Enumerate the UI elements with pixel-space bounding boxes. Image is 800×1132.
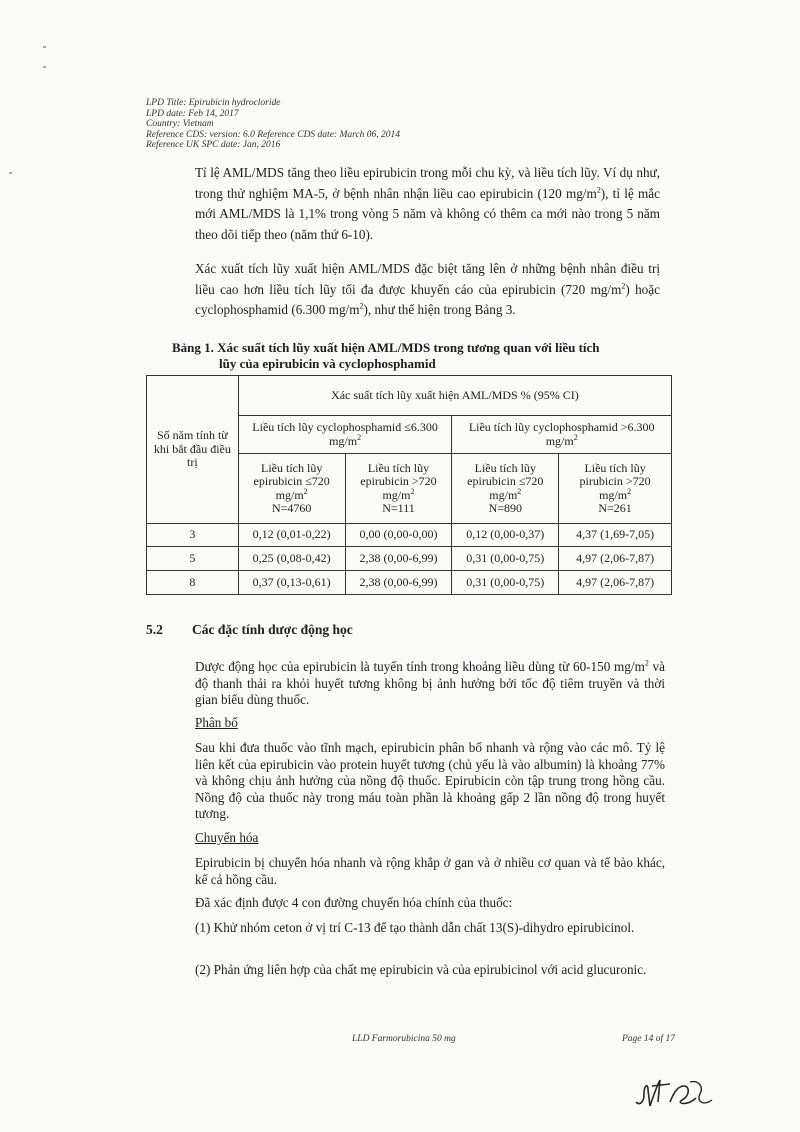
subheading-distribution: Phân bố [195,715,238,730]
superscript: 2 [573,432,578,442]
text-run: Liều tích lũy cyclophosphamid ≤6.300 mg/m [252,420,438,448]
header-line: Reference CDS: version: 6.0 Reference CDS date: March 06, 2014 [146,129,401,140]
superscript: 2 [359,301,364,311]
document-header [146,98,400,151]
footer-product: LLD Farmorubicina 50 mg [352,1034,456,1044]
table-caption [172,340,662,372]
subheading-metabolism: Chuyển hóa [195,830,259,845]
table-cell: 0,31 (0,00-0,75) [452,547,559,571]
text-run: Liều tích lũy epirubicin >720 mg/m [360,460,437,502]
table-cell: 0,12 (0,01-0,22) [238,524,345,547]
paragraph-metabolism: Epirubicin bị chuyển hóa nhanh và rộng khắp ở gan và ở nhiều cơ quan và tế bào khác, kể cả hồng cầu. [195,855,665,887]
paragraph-routes: Đã xác định được 4 con đường chuyển hóa chính của thuốc: [195,895,513,910]
table-cell: 4,37 (1,69-7,05) [559,524,672,547]
table-cell: 3 [147,524,239,547]
sub-header-2 [345,454,452,524]
row-header-years: Số năm tính từ khi bắt đầu điều trị [147,376,239,524]
scan-speck [9,172,12,174]
paragraph-pk-linear [195,659,665,709]
section-number: 5.2 [146,622,163,637]
sample-size: N=111 [382,501,415,515]
footer-page-number: Page 14 of 17 [622,1034,676,1044]
superscript: 2 [410,486,415,496]
table-row [147,571,672,595]
paragraph-route-1: (1) Khử nhóm ceton ở vị trí C-13 để tạo thành dẫn chất 13(S)-dihydro epirubicinol. [195,920,635,935]
section-title: Các đặc tính dược động học [192,622,353,637]
header-line: Reference UK SPC date: Jan, 2016 [146,140,281,151]
group-header-high-cyclophosphamide [452,416,672,454]
sub-header-4 [559,454,672,524]
sub-header-3 [452,454,559,524]
header-line: LPD date: Feb 14, 2017 [146,108,239,119]
text-run: Liều tích lũy epirubicin ≤720 mg/m [467,460,544,502]
table-cell: 5 [147,547,239,571]
text-run: ) hoặc cyclophosphamid (6.300 mg/m [195,281,660,317]
scan-speck [43,66,46,68]
table-cell: 2,38 (0,00-6,99) [345,571,452,595]
text-run: Liều tích lũy pirubicin >720 mg/m [579,460,651,502]
table-cell: 0,00 (0,00-0,00) [345,524,452,547]
signature-stroke [636,1080,660,1106]
aml-mds-probability-table [146,375,672,595]
paragraph-aml-incidence [195,163,660,245]
table-cell: 0,37 (0,13-0,61) [238,571,345,595]
section-heading [146,622,353,638]
text-run: Liều tích lũy epirubicin ≤720 mg/m [253,460,330,502]
table-cell: 4,97 (2,06-7,87) [559,571,672,595]
table-cell: 0,25 (0,08-0,42) [238,547,345,571]
superscript: 2 [644,658,649,668]
sample-size: N=4760 [271,501,312,515]
header-line: Country: Vietnam [146,119,214,130]
table-row [147,547,672,571]
paragraph-route-2: (2) Phản ứng liên hợp của chất mẹ epirubicin và của epirubicinol với acid glucuronic. [195,962,647,977]
paragraph-distribution: Sau khi đưa thuốc vào tĩnh mạch, epirubicin phân bố nhanh và rộng vào các mô. Tỷ lệ liên kết của epirubicin vào protein huyết tương (chủ yếu là vào albumin) là khoảng 77% và không chịu ảnh hưởng của nồng độ thuốc. Epirubicin còn tập trung trong hồng cầu. Nồng độ của thuốc này trong máu toàn phần là khoảng gấp 2 lần nồng độ trong huyết tương. [195,740,665,821]
text-run: Tỉ lệ AML/MDS tăng theo liều epirubicin trong mỗi chu kỳ, và liều tích lũy. Ví dụ như, trong thử nghiệm MA-5, ở bệnh nhân nhận liều cao epirubicin (120 mg/m [195,165,660,201]
caption-line: Bảng 1. Xác suất tích lũy xuất hiện AML/MDS trong tương quan với liều tích [172,340,600,355]
superscript: 2 [627,486,632,496]
group-header-low-cyclophosphamide [238,416,452,454]
sub-header-1 [238,454,345,524]
text-run: Dược động học của epirubicin là tuyến tính trong khoảng liều dùng từ 60-150 mg/m [195,659,645,674]
superscript: 2 [303,486,308,496]
superscript: 2 [621,281,626,291]
text-run: Liều tích lũy cyclophosphamid >6.300 mg/m [468,420,655,448]
scan-speck [43,46,46,48]
sample-size: N=890 [488,501,523,515]
signature-stroke [670,1086,696,1104]
text-run: ), tỉ lệ mắc mới AML/MDS là 1,1% trong vòng 5 năm và không có thêm ca mới nào trong 5 năm theo dõi tiếp theo (năm thứ 6-10). [195,185,660,242]
superscript: 2 [517,486,522,496]
paragraph-cumulative-probability [195,259,660,321]
handwritten-signature [630,1072,720,1114]
superscript: 2 [596,185,601,195]
caption-line: lũy của epirubicin và cyclophosphamid [219,356,436,371]
text-run: Xác xuất tích lũy xuất hiện AML/MDS đặc biệt tăng lên ở những bệnh nhân điều trị liều cao hơn liều tích lũy tối đa được khuyến cáo của epirubicin (720 mg/m [195,261,660,297]
table-cell: 0,12 (0,00-0,37) [452,524,559,547]
text-run: và độ thanh thải ra khỏi huyết tương không bị ảnh hưởng bởi tốc độ tiêm truyền và thời gian biểu dùng thuốc. [195,659,665,707]
superscript: 2 [357,432,362,442]
table-cell: 0,31 (0,00-0,75) [452,571,559,595]
sample-size: N=261 [598,501,632,515]
table-cell: 4,97 (2,06-7,87) [559,547,672,571]
text-run: ), như thể hiện trong Bảng 3. [363,302,516,317]
table-cell: 2,38 (0,00-6,99) [345,547,452,571]
header-line: LPD Title: Epirubicin hydrocloride [146,98,281,108]
table-top-header: Xác suất tích lũy xuất hiện AML/MDS % (95% CI) [238,376,671,416]
table-cell: 8 [147,571,239,595]
table-row [147,524,672,547]
